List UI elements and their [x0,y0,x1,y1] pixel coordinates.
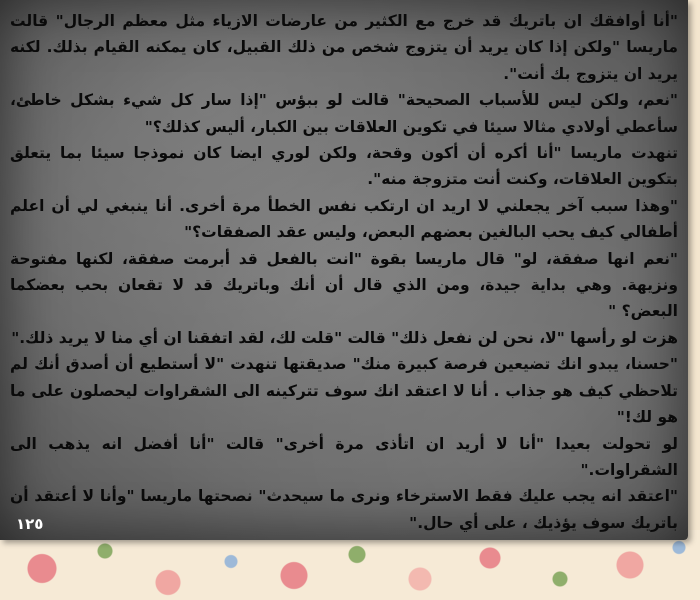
paragraph-8: لو تحولت بعيدا "أنا لا أريد ان اتأذى مرة أخرى" قالت "أنا أفضل انه يذهب الى الشقراوات." [10,434,678,479]
paragraph-1: "أنا أوافقك ان باتريك قد خرج مع الكثير من عارضات الازياء مثل معظم الرجال" قالت ماريسا "ولكن إذا كان يريد أن يتزوج شخص من ذلك القبيل، كان يمكنه القيام بذلك. لكنه يريد ان يتزوج بك أنت". [10,12,678,83]
page-number: ١٢٥ [16,515,44,533]
paragraph-3: تنهدت ماريسا "أنا أكره أن أكون وقحة، ولكن لوري ايضا كان نموذجا سيئا بما يتعلق بتكوين العلاقات، وكنت أنت متزوجة منه". [10,144,678,189]
paragraph-5: "نعم انها صفقة، لو" قال ماريسا بقوة "انت بالفعل قد أبرمت صفقة، لكنها مفتوحة ونزيهة. وهي بداية جيدة، ومن الذي قال أن أنك وباتريك قد لا تقعان بحب بعضكما البعض؟ " [10,249,678,321]
page-text [10,8,678,536]
paragraph-7: "حسنا، يبدو انك تضيعين فرصة كبيرة منك" صديقتها تنهدت "لا أستطيع أن أصدق أنك لم تلاحظي كيف هو جذاب . أنا لا اعتقد انك سوف تتركينه الى الشقراوات ليحصلون على ما هو لك!" [10,355,678,427]
paragraph-4: "وهذا سبب آخر يجعلني لا اريد ان ارتكب نفس الخطأ مرة أخرى. أنا ينبغي لي أن اعلم أطفالي كيف يحب البالغين بعضهم البعض، وليس عقد الصفقات؟" [10,196,678,242]
paragraph-6: هزت لو رأسها "لا، نحن لن نفعل ذلك" قالت "قلت لك، لقد اتفقنا ان أي منا لا يريد ذلك." [11,328,678,347]
floral-background [0,530,700,600]
paragraph-2: "نعم، ولكن ليس للأسباب الصحيحة" قالت لو ببؤس "إذا سار كل شيء بشكل خاطئ، سأعطي أولادي مثالا سيئا في تكوين العلاقات بين الكبار، أليس كذلك؟" [10,91,678,136]
paragraph-9: "اعتقد انه يجب عليك فقط الاسترخاء ونرى ما سيحدث" نصحتها ماريسا "وأنا لا أعتقد أن باتريك سوف يؤذيك ، على أي حال." [10,487,678,532]
